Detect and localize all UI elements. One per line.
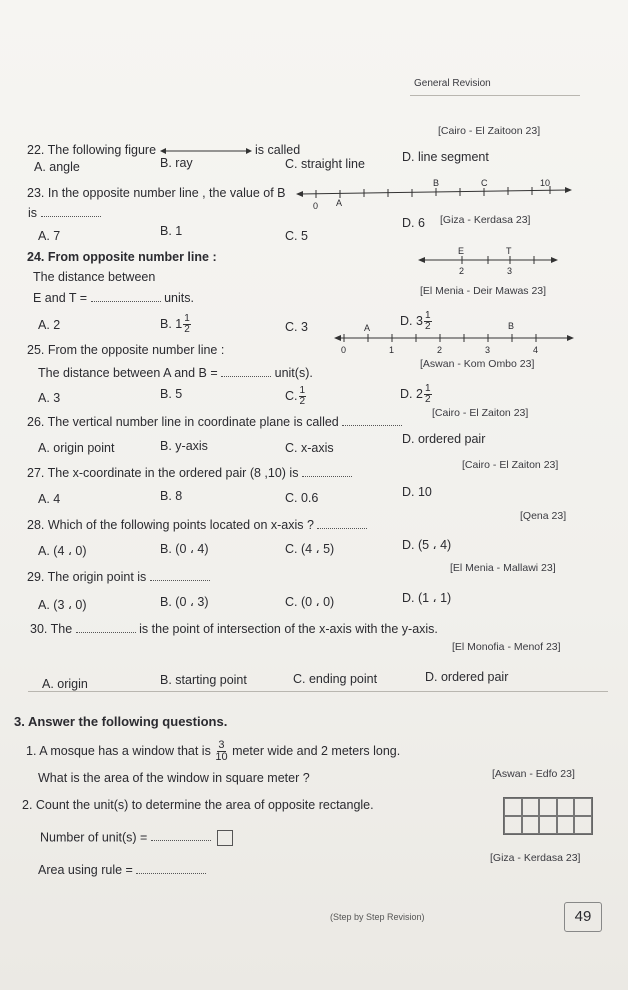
- s3-q2-count: Number of unit(s) =: [40, 830, 233, 846]
- area-answer-blank[interactable]: [136, 873, 206, 874]
- section3-title: 3. Answer the following questions.: [14, 714, 228, 729]
- q23-prompt: 23. In the opposite number line , the value of B: [27, 186, 286, 200]
- q26-source: [Cairo - El Zaiton 23]: [432, 407, 529, 419]
- q25-option-b[interactable]: B. 5: [160, 387, 183, 401]
- q23-option-c[interactable]: C. 5: [285, 229, 308, 243]
- footer-text: (Step by Step Revision): [330, 912, 425, 922]
- line-segment-figure: [160, 146, 252, 156]
- q26-option-b[interactable]: B. y-axis: [160, 439, 208, 453]
- s3-q2-source: [Giza - Kerdasa 23]: [490, 852, 581, 864]
- header-rule: [410, 95, 580, 96]
- q22-source: [Cairo - El Zaitoon 23]: [438, 125, 541, 137]
- q24-line1: The distance between: [33, 270, 156, 284]
- q23-number-line: [296, 178, 572, 212]
- q23-option-b[interactable]: B. 1: [160, 224, 183, 238]
- q24-label-2: 2: [459, 266, 465, 276]
- q25-label-4: 4: [533, 345, 539, 355]
- q24-option-d[interactable]: D. 3 $\frac{1}{2}$: [400, 310, 431, 332]
- unit-rectangle-grid: [503, 797, 593, 835]
- s3-q1-line1: 1. A mosque has a window that is $\frac{3}{10}$ meter wide and 2 meters long.: [26, 739, 401, 763]
- q24-label-e: E: [458, 246, 465, 256]
- q23-is: is: [28, 206, 101, 220]
- q25-label-0: 0: [341, 345, 347, 355]
- q25-label-a: A: [364, 323, 371, 333]
- s3-q1-line2: What is the area of the window in square meter ?: [38, 771, 310, 785]
- q30-prompt: 30. The is the point of intersection of the x-axis with the y-axis.: [30, 622, 438, 636]
- q25-number-line: [334, 318, 574, 356]
- s3-q2-prompt: 2. Count the unit(s) to determine the area of opposite rectangle.: [22, 798, 374, 812]
- q27-option-c[interactable]: C. 0.6: [285, 491, 319, 505]
- q27-option-a[interactable]: A. 4: [38, 492, 61, 506]
- q26-option-c[interactable]: C. x-axis: [285, 441, 334, 455]
- s3-q2-rule: Area using rule =: [38, 863, 206, 877]
- q26-prompt: 26. The vertical number line in coordinate plane is called: [27, 415, 402, 429]
- q22-prompt: [27, 143, 300, 157]
- q22-option-d[interactable]: D. line segment: [402, 150, 489, 164]
- q25-option-d[interactable]: D. 2 $\frac{1}{2}$: [400, 383, 431, 405]
- q27-prompt: 27. The x-coordinate in the ordered pair (8 ,10) is: [27, 466, 352, 480]
- q23-label-0: 0: [313, 201, 319, 211]
- q25-line: The distance between A and B = unit(s).: [38, 366, 313, 380]
- q25-option-a[interactable]: A. 3: [38, 391, 61, 405]
- q23-label-b: B: [433, 178, 440, 188]
- q22-prompt-b: is called: [255, 143, 301, 157]
- q26-option-a[interactable]: A. origin point: [38, 441, 115, 455]
- q27-option-b[interactable]: B. 8: [160, 489, 183, 503]
- q22-option-a[interactable]: A. angle: [34, 160, 80, 174]
- q24-option-c[interactable]: C. 3: [285, 320, 308, 334]
- units-answer-blank[interactable]: [151, 840, 211, 841]
- q30-source: [El Monofia - Menof 23]: [452, 641, 561, 653]
- page-number: 49: [564, 902, 602, 932]
- q29-prompt: 29. The origin point is: [27, 570, 210, 584]
- q28-option-d[interactable]: D. (5 ، 4): [402, 538, 452, 552]
- q23-label-c: C: [481, 178, 488, 188]
- q29-option-c[interactable]: C. (0 ، 0): [285, 595, 335, 609]
- q28-prompt: 28. Which of the following points located on x-axis ?: [27, 518, 367, 532]
- q24-option-a[interactable]: A. 2: [38, 318, 61, 332]
- q25-label-b: B: [508, 321, 515, 331]
- q30-option-c[interactable]: C. ending point: [293, 672, 378, 686]
- q25-prompt: 25. From the opposite number line :: [27, 343, 225, 357]
- q30-option-a[interactable]: A. origin: [42, 677, 88, 691]
- q27-source: [Cairo - El Zaiton 23]: [462, 459, 559, 471]
- q23-option-d[interactable]: D. 6: [402, 216, 425, 230]
- q23-source: [Giza - Kerdasa 23]: [440, 214, 531, 226]
- q29-option-b[interactable]: B. (0 ، 3): [160, 595, 209, 609]
- s3-q1-source: [Aswan - Edfo 23]: [492, 768, 575, 780]
- q22-option-b[interactable]: B. ray: [160, 156, 193, 170]
- q28-option-b[interactable]: B. (0 ، 4): [160, 542, 209, 556]
- q23-label-10: 10: [540, 178, 551, 188]
- section-divider: [28, 691, 608, 692]
- q30-option-b[interactable]: B. starting point: [160, 673, 247, 687]
- q24-label-3: 3: [507, 266, 513, 276]
- q24-option-b[interactable]: B. 1 $\frac{1}{2}$: [160, 313, 190, 335]
- q23-label-a: A: [336, 198, 343, 208]
- q25-label-1: 1: [389, 345, 395, 355]
- q25-option-c[interactable]: C. $\frac{1}{2}$: [285, 385, 306, 407]
- q24-prompt: 24. From opposite number line :: [27, 250, 217, 264]
- q24-number-line: [418, 244, 558, 276]
- q29-option-d[interactable]: D. (1 ، 1): [402, 591, 452, 605]
- q23-option-a[interactable]: A. 7: [38, 229, 61, 243]
- q25-label-3: 3: [485, 345, 491, 355]
- q28-source: [Qena 23]: [520, 510, 567, 522]
- q24-line2: E and T = units.: [33, 291, 194, 305]
- unit-square-icon: [217, 830, 233, 846]
- q25-source: [Aswan - Kom Ombo 23]: [420, 358, 535, 370]
- q22-prompt-a: 22. The following figure: [27, 143, 157, 157]
- header-title: General Revision: [414, 78, 491, 89]
- q28-option-a[interactable]: A. (4 ، 0): [38, 544, 87, 558]
- q27-option-d[interactable]: D. 10: [402, 485, 432, 499]
- q28-option-c[interactable]: C. (4 ، 5): [285, 542, 335, 556]
- q24-label-t: T: [506, 246, 512, 256]
- q26-option-d[interactable]: D. ordered pair: [402, 432, 486, 446]
- q29-option-a[interactable]: A. (3 ، 0): [38, 598, 87, 612]
- q30-option-d[interactable]: D. ordered pair: [425, 670, 509, 684]
- q24-source: [El Menia - Deir Mawas 23]: [420, 285, 547, 297]
- q29-source: [El Menia - Mallawi 23]: [450, 562, 556, 574]
- q25-label-2: 2: [437, 345, 443, 355]
- q22-option-c[interactable]: C. straight line: [285, 157, 365, 171]
